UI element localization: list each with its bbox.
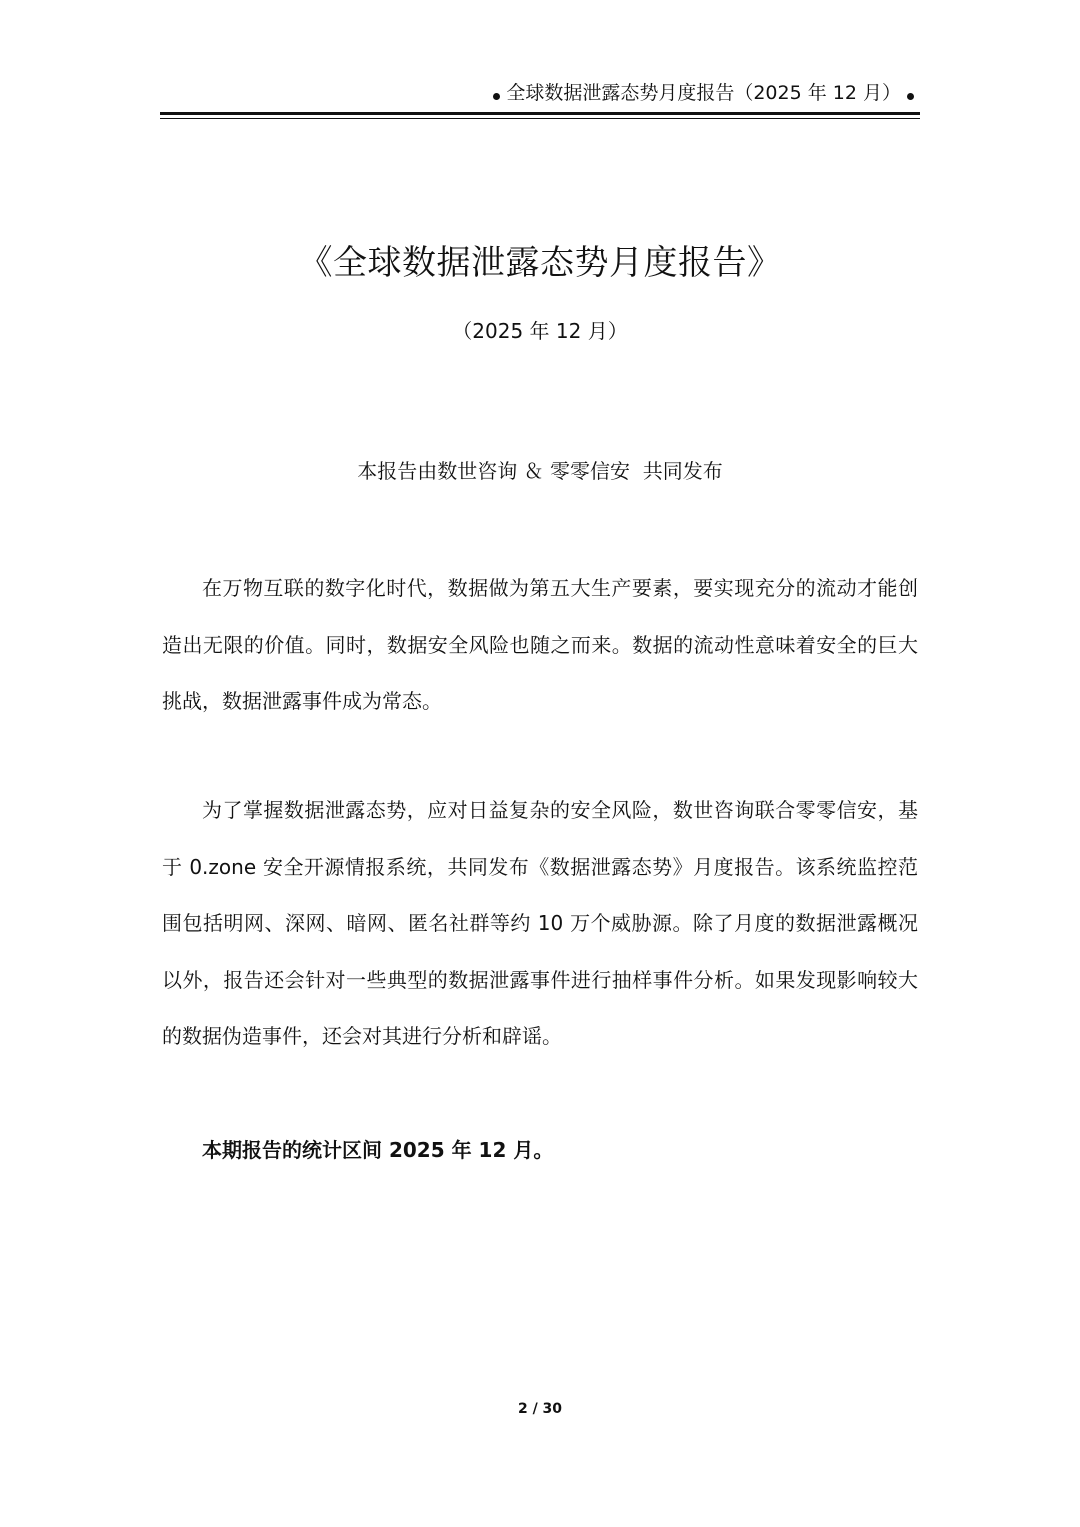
running-header-title: 全球数据泄露态势月度报告（2025 年 12 月） (506, 82, 901, 104)
document-title: 《全球数据泄露态势月度报告》 (298, 243, 782, 283)
bullet-right-icon (907, 93, 914, 100)
bullet-left-icon (493, 93, 500, 100)
publisher-line: 本报告由数世咨询 ＆ 零零信安 共同发布 (357, 459, 723, 483)
period-paragraph: 本期报告的统计区间 2025 年 12 月。 (202, 1138, 554, 1162)
header-rule-thin (160, 118, 920, 119)
page-number: 2 / 30 (517, 1401, 563, 1417)
running-header (487, 78, 920, 108)
purpose-paragraph: 为了掌握数据泄露态势，应对日益复杂的安全风险，数世咨询联合零零信安，基于 0.zone 安全开源情报系统，共同发布《数据泄露态势》月度报告。该系统监控范围包括明网、深网、暗网、匿名社群等约 10 万个威胁源。除了月度的数据泄露概况以外，报告还会针对一些典型的数据泄露事件进行抽样事件分析。如果发现影响较大的数据伪造事件，还会对其进行分析和辟谣。 (162, 798, 918, 1048)
document-subtitle: （2025 年 12 月） (452, 319, 628, 343)
intro-paragraph: 在万物互联的数字化时代，数据做为第五大生产要素，要实现充分的流动才能创造出无限的价值。同时，数据安全风险也随之而来。数据的流动性意味着安全的巨大挑战，数据泄露事件成为常态。 (162, 576, 918, 713)
header-rule-thick (160, 112, 920, 115)
